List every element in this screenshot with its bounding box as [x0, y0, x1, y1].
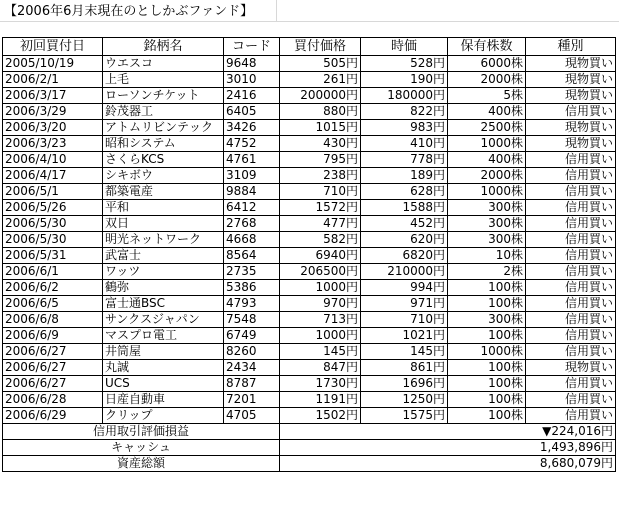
table-row	[3, 392, 616, 408]
cell-purchase-price: 505円	[280, 56, 361, 72]
table-row	[3, 120, 616, 136]
cell-market-price: 778円	[361, 152, 448, 168]
cell-code: 2735	[224, 264, 280, 280]
cell-type: 信用買い	[526, 344, 616, 360]
table-row	[3, 376, 616, 392]
table-row	[3, 200, 616, 216]
summary-row	[3, 456, 616, 472]
cell-purchase-date: 2006/3/20	[3, 120, 103, 136]
cell-market-price: 620円	[361, 232, 448, 248]
table-row	[3, 264, 616, 280]
cell-market-price: 210000円	[361, 264, 448, 280]
cell-shares-held: 2株	[448, 264, 526, 280]
cell-shares-held: 300株	[448, 232, 526, 248]
cell-shares-held: 10株	[448, 248, 526, 264]
cell-purchase-date: 2006/6/9	[3, 328, 103, 344]
cell-stock-name: 日産自動車	[103, 392, 224, 408]
table-body	[3, 56, 616, 424]
cell-purchase-price: 200000円	[280, 88, 361, 104]
cell-purchase-date: 2006/6/27	[3, 376, 103, 392]
cell-purchase-price: 6940円	[280, 248, 361, 264]
cell-purchase-price: 477円	[280, 216, 361, 232]
summary-row	[3, 440, 616, 456]
summary-value: 8,680,079円	[280, 456, 616, 472]
cell-shares-held: 1000株	[448, 184, 526, 200]
cell-shares-held: 300株	[448, 200, 526, 216]
cell-purchase-price: 582円	[280, 232, 361, 248]
cell-code: 2434	[224, 360, 280, 376]
cell-market-price: 1696円	[361, 376, 448, 392]
title-gridline	[0, 21, 619, 22]
cell-type: 信用買い	[526, 328, 616, 344]
cell-market-price: 180000円	[361, 88, 448, 104]
table-row	[3, 136, 616, 152]
cell-stock-name: 鶴弥	[103, 280, 224, 296]
cell-market-price: 1575円	[361, 408, 448, 424]
sheet-title: 【2006年6月末現在のとしかぶファンド】	[4, 4, 254, 19]
cell-purchase-date: 2006/2/1	[3, 72, 103, 88]
cell-shares-held: 300株	[448, 216, 526, 232]
cell-code: 4793	[224, 296, 280, 312]
cell-code: 8787	[224, 376, 280, 392]
cell-type: 信用買い	[526, 296, 616, 312]
cell-type: 現物買い	[526, 72, 616, 88]
cell-code: 4705	[224, 408, 280, 424]
cell-stock-name: 武富士	[103, 248, 224, 264]
cell-purchase-date: 2006/6/27	[3, 344, 103, 360]
cell-purchase-price: 795円	[280, 152, 361, 168]
cell-purchase-price: 1000円	[280, 328, 361, 344]
cell-shares-held: 2500株	[448, 120, 526, 136]
table-row	[3, 328, 616, 344]
cell-purchase-price: 713円	[280, 312, 361, 328]
header-market-price: 時価	[361, 38, 448, 56]
summary-label: 信用取引評価損益	[3, 424, 280, 440]
cell-code: 3010	[224, 72, 280, 88]
cell-shares-held: 400株	[448, 152, 526, 168]
table-row	[3, 408, 616, 424]
cell-code: 7201	[224, 392, 280, 408]
cell-type: 現物買い	[526, 120, 616, 136]
cell-market-price: 994円	[361, 280, 448, 296]
header-type: 種別	[526, 38, 616, 56]
cell-shares-held: 100株	[448, 408, 526, 424]
cell-type: 信用買い	[526, 200, 616, 216]
cell-shares-held: 5株	[448, 88, 526, 104]
cell-stock-name: アトムリビンテック	[103, 120, 224, 136]
cell-type: 信用買い	[526, 408, 616, 424]
cell-purchase-date: 2006/4/10	[3, 152, 103, 168]
summary-row	[3, 424, 616, 440]
cell-shares-held: 100株	[448, 296, 526, 312]
cell-purchase-date: 2006/6/29	[3, 408, 103, 424]
cell-stock-name: 井筒屋	[103, 344, 224, 360]
cell-stock-name: 上毛	[103, 72, 224, 88]
cell-purchase-price: 145円	[280, 344, 361, 360]
cell-type: 信用買い	[526, 152, 616, 168]
cell-market-price: 145円	[361, 344, 448, 360]
table-row	[3, 72, 616, 88]
cell-purchase-date: 2006/5/26	[3, 200, 103, 216]
cell-code: 3109	[224, 168, 280, 184]
cell-market-price: 971円	[361, 296, 448, 312]
cell-stock-name: ローソンチケット	[103, 88, 224, 104]
cell-purchase-price: 238円	[280, 168, 361, 184]
cell-stock-name: 昭和システム	[103, 136, 224, 152]
cell-stock-name: さくらKCS	[103, 152, 224, 168]
cell-purchase-date: 2006/5/30	[3, 216, 103, 232]
table-row	[3, 104, 616, 120]
cell-shares-held: 100株	[448, 328, 526, 344]
cell-market-price: 1250円	[361, 392, 448, 408]
cell-market-price: 190円	[361, 72, 448, 88]
cell-stock-name: シキボウ	[103, 168, 224, 184]
cell-stock-name: 鈴茂器工	[103, 104, 224, 120]
cell-market-price: 710円	[361, 312, 448, 328]
header-shares-held: 保有株数	[448, 38, 526, 56]
cell-code: 5386	[224, 280, 280, 296]
cell-market-price: 861円	[361, 360, 448, 376]
cell-purchase-price: 1000円	[280, 280, 361, 296]
cell-purchase-price: 710円	[280, 184, 361, 200]
cell-type: 信用買い	[526, 232, 616, 248]
cell-market-price: 1588円	[361, 200, 448, 216]
cell-stock-name: ワッツ	[103, 264, 224, 280]
title-gridline	[276, 0, 277, 21]
cell-stock-name: 丸誠	[103, 360, 224, 376]
table-row	[3, 232, 616, 248]
cell-purchase-price: 1730円	[280, 376, 361, 392]
cell-purchase-date: 2006/5/1	[3, 184, 103, 200]
cell-shares-held: 2000株	[448, 168, 526, 184]
cell-type: 現物買い	[526, 136, 616, 152]
table-row	[3, 56, 616, 72]
summary-value: ▼224,016円	[280, 424, 616, 440]
cell-purchase-price: 430円	[280, 136, 361, 152]
cell-code: 3426	[224, 120, 280, 136]
cell-purchase-price: 206500円	[280, 264, 361, 280]
cell-type: 信用買い	[526, 248, 616, 264]
cell-type: 信用買い	[526, 216, 616, 232]
summary-label: 資産総額	[3, 456, 280, 472]
cell-type: 現物買い	[526, 88, 616, 104]
header-stock-name: 銘柄名	[103, 38, 224, 56]
cell-stock-name: 都築電産	[103, 184, 224, 200]
cell-type: 信用買い	[526, 264, 616, 280]
cell-stock-name: クリップ	[103, 408, 224, 424]
cell-type: 信用買い	[526, 184, 616, 200]
table-row	[3, 296, 616, 312]
cell-market-price: 410円	[361, 136, 448, 152]
cell-stock-name: 富士通BSC	[103, 296, 224, 312]
cell-type: 現物買い	[526, 360, 616, 376]
cell-code: 8260	[224, 344, 280, 360]
cell-purchase-date: 2006/6/5	[3, 296, 103, 312]
cell-market-price: 452円	[361, 216, 448, 232]
cell-code: 2416	[224, 88, 280, 104]
cell-type: 信用買い	[526, 104, 616, 120]
cell-purchase-date: 2005/10/19	[3, 56, 103, 72]
cell-code: 4668	[224, 232, 280, 248]
table-row	[3, 344, 616, 360]
cell-type: 信用買い	[526, 392, 616, 408]
cell-shares-held: 2000株	[448, 72, 526, 88]
cell-shares-held: 1000株	[448, 136, 526, 152]
cell-code: 8564	[224, 248, 280, 264]
cell-purchase-date: 2006/6/8	[3, 312, 103, 328]
cell-type: 信用買い	[526, 312, 616, 328]
table-row	[3, 152, 616, 168]
cell-shares-held: 300株	[448, 312, 526, 328]
cell-stock-name: サンクスジャパン	[103, 312, 224, 328]
table-row	[3, 88, 616, 104]
header-purchase-price: 買付価格	[280, 38, 361, 56]
cell-market-price: 6820円	[361, 248, 448, 264]
cell-purchase-date: 2006/6/28	[3, 392, 103, 408]
cell-code: 2768	[224, 216, 280, 232]
cell-type: 信用買い	[526, 280, 616, 296]
summary-value: 1,493,896円	[280, 440, 616, 456]
cell-type: 信用買い	[526, 168, 616, 184]
header-purchase-date: 初回買付日	[3, 38, 103, 56]
cell-shares-held: 100株	[448, 360, 526, 376]
cell-market-price: 628円	[361, 184, 448, 200]
summary-label: キャッシュ	[3, 440, 280, 456]
cell-market-price: 1021円	[361, 328, 448, 344]
cell-code: 7548	[224, 312, 280, 328]
cell-code: 4752	[224, 136, 280, 152]
cell-shares-held: 400株	[448, 104, 526, 120]
table-row	[3, 216, 616, 232]
cell-stock-name: 双日	[103, 216, 224, 232]
cell-stock-name: ウエスコ	[103, 56, 224, 72]
table-row	[3, 168, 616, 184]
cell-purchase-price: 1015円	[280, 120, 361, 136]
header-code: コード	[224, 38, 280, 56]
cell-purchase-price: 880円	[280, 104, 361, 120]
cell-purchase-date: 2006/6/1	[3, 264, 103, 280]
cell-purchase-price: 970円	[280, 296, 361, 312]
cell-purchase-price: 261円	[280, 72, 361, 88]
cell-shares-held: 100株	[448, 392, 526, 408]
cell-code: 9884	[224, 184, 280, 200]
cell-purchase-date: 2006/6/27	[3, 360, 103, 376]
portfolio-table	[2, 37, 616, 472]
cell-purchase-price: 847円	[280, 360, 361, 376]
cell-code: 6749	[224, 328, 280, 344]
cell-market-price: 528円	[361, 56, 448, 72]
table-row	[3, 248, 616, 264]
cell-market-price: 983円	[361, 120, 448, 136]
cell-purchase-date: 2006/6/2	[3, 280, 103, 296]
table-row	[3, 312, 616, 328]
cell-purchase-date: 2006/3/23	[3, 136, 103, 152]
cell-shares-held: 100株	[448, 376, 526, 392]
cell-shares-held: 100株	[448, 280, 526, 296]
cell-purchase-date: 2006/4/17	[3, 168, 103, 184]
cell-purchase-price: 1502円	[280, 408, 361, 424]
cell-stock-name: マスプロ電工	[103, 328, 224, 344]
cell-purchase-date: 2006/3/29	[3, 104, 103, 120]
cell-stock-name: 明光ネットワーク	[103, 232, 224, 248]
cell-shares-held: 6000株	[448, 56, 526, 72]
cell-stock-name: UCS	[103, 376, 224, 392]
table-row	[3, 280, 616, 296]
table-row	[3, 184, 616, 200]
cell-market-price: 822円	[361, 104, 448, 120]
cell-shares-held: 1000株	[448, 344, 526, 360]
cell-market-price: 189円	[361, 168, 448, 184]
summary-section	[3, 424, 616, 472]
cell-code: 6412	[224, 200, 280, 216]
cell-code: 9648	[224, 56, 280, 72]
table-row	[3, 360, 616, 376]
cell-type: 信用買い	[526, 376, 616, 392]
cell-purchase-price: 1572円	[280, 200, 361, 216]
cell-purchase-date: 2006/3/17	[3, 88, 103, 104]
header-row	[3, 38, 616, 56]
cell-code: 4761	[224, 152, 280, 168]
cell-purchase-price: 1191円	[280, 392, 361, 408]
cell-purchase-date: 2006/5/31	[3, 248, 103, 264]
cell-stock-name: 平和	[103, 200, 224, 216]
cell-purchase-date: 2006/5/30	[3, 232, 103, 248]
cell-code: 6405	[224, 104, 280, 120]
cell-type: 現物買い	[526, 56, 616, 72]
